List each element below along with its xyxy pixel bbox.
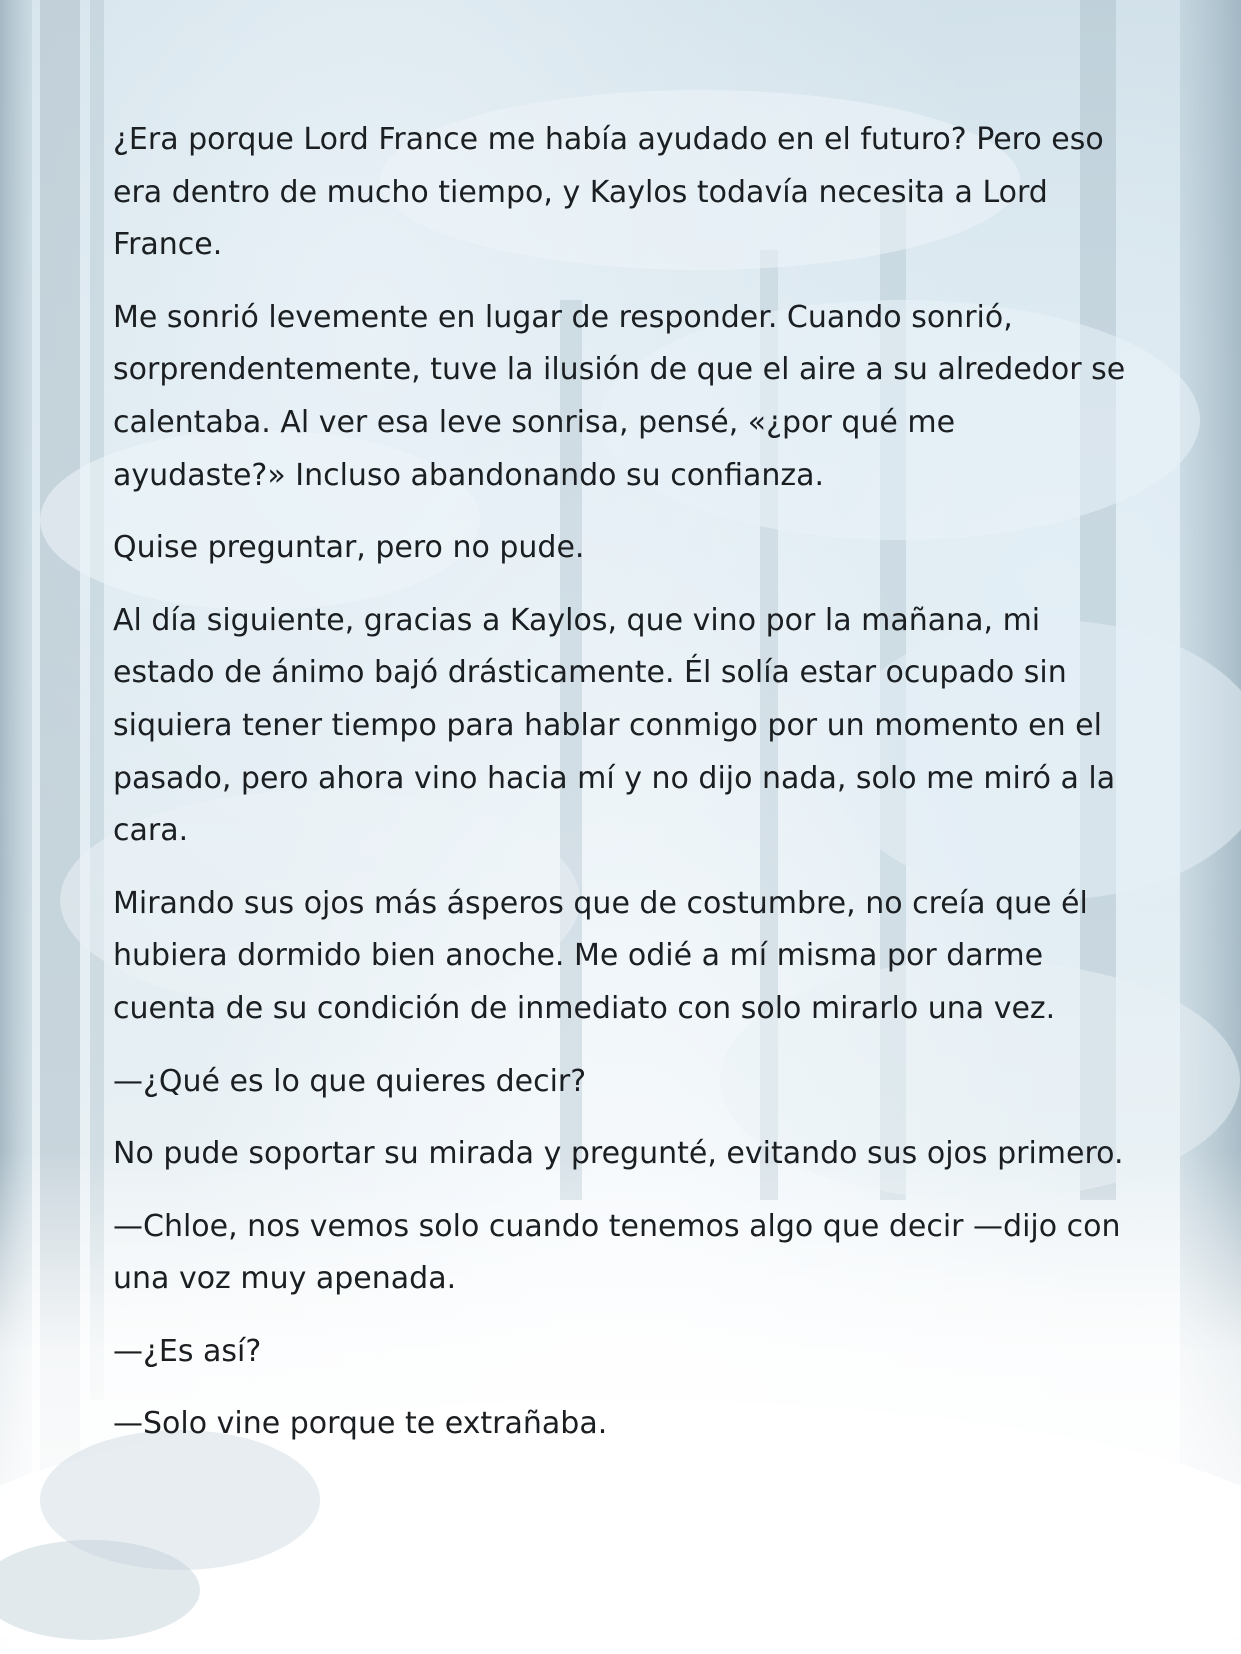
dialogue-line: —Chloe, nos vemos solo cuando tenemos algo que decir —dijo con una voz muy apenada.: [113, 1208, 1121, 1297]
paragraph: ¿Era porque Lord France me había ayudado en el futuro? Pero eso era dentro de mucho tiempo, y Kaylos todavía necesita a Lord France.: [113, 122, 1104, 263]
dialogue-line: —¿Es así?: [113, 1333, 262, 1369]
paragraph: No pude soportar su mirada y pregunté, evitando sus ojos primero.: [113, 1136, 1124, 1172]
paragraph: Mirando sus ojos más ásperos que de costumbre, no creía que él hubiera dormido bien anoche. Me odié a mí misma por darme cuenta de su condición de inmediato con solo mirarlo una vez.: [113, 885, 1088, 1026]
dialogue-line: —¿Qué es lo que quieres decir?: [113, 1063, 587, 1099]
paragraph: Al día siguiente, gracias a Kaylos, que vino por la mañana, mi estado de ánimo bajó drásticamente. Él solía estar ocupado sin siquiera tener tiempo para hablar conmigo por un momento en el pasado, pero ahora vino hacia mí y no dijo nada, solo me miró a la cara.: [113, 602, 1116, 849]
paragraph: Me sonrió levemente en lugar de responder. Cuando sonrió, sorprendentemente, tuve la ilusión de que el aire a su alrededor se calentaba. Al ver esa leve sonrisa, pensé, «¿por qué me ayudaste?» Incluso abandonando su confianza.: [113, 299, 1126, 493]
dialogue-line: —Solo vine porque te extrañaba.: [113, 1406, 608, 1442]
story-text: [113, 114, 1133, 1471]
paragraph: Quise preguntar, pero no pude.: [113, 530, 585, 566]
